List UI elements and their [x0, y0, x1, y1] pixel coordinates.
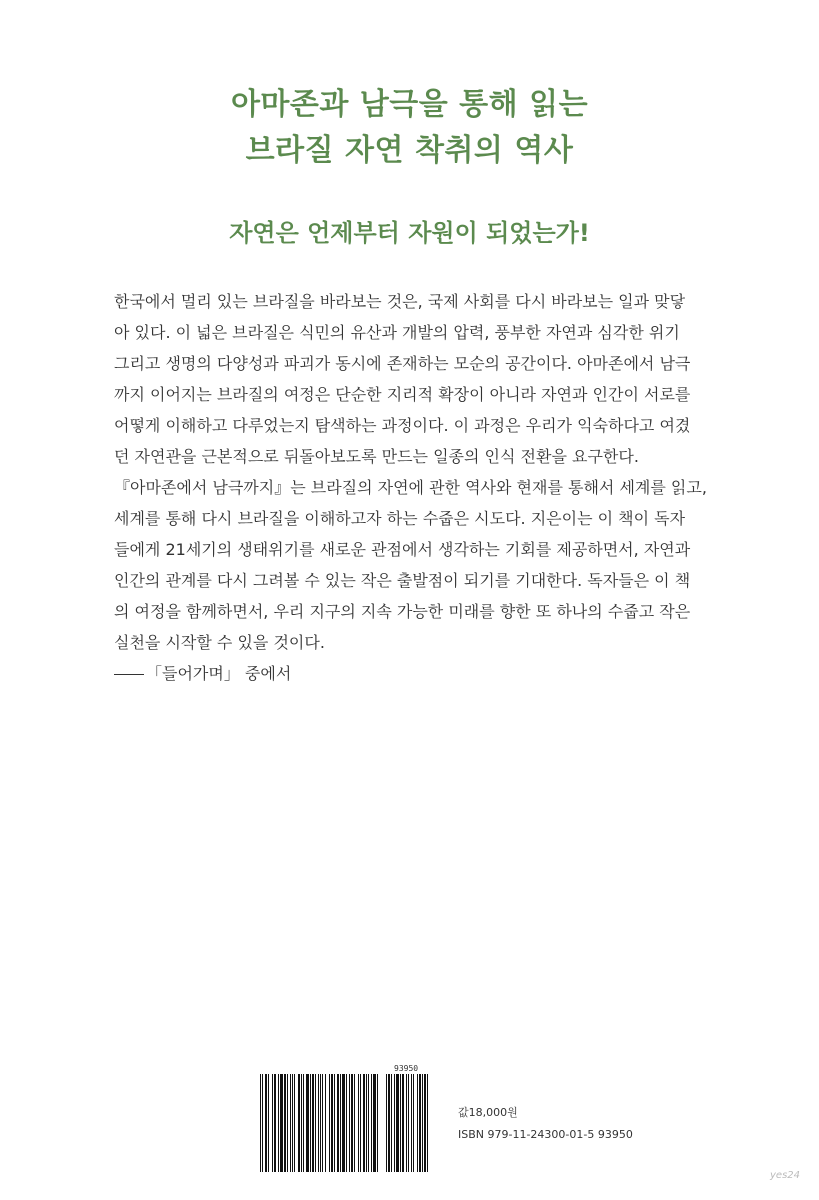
barcode-bar: [408, 1074, 409, 1172]
book-title: [0, 82, 819, 174]
barcode-bar: [366, 1074, 367, 1172]
barcode-bar: [358, 1074, 359, 1172]
barcode-bar: [310, 1074, 311, 1172]
blurb-text: [114, 286, 714, 689]
blurb-line: 『아마존에서 남극까지』는 브라질의 자연에 관한 역사와 현재를 통해서 세계를 읽고,: [114, 478, 707, 497]
barcode-bar: [284, 1074, 286, 1172]
barcode-bar: [298, 1074, 300, 1172]
book-subtitle: 자연은 언제부터 자원이 되었는가!: [229, 219, 590, 247]
barcode-bar: [371, 1074, 372, 1172]
barcode-bar: [312, 1074, 314, 1172]
barcode-bar: [424, 1074, 426, 1172]
barcode-bar: [318, 1074, 319, 1172]
barcode-addon-number: 93950: [394, 1064, 419, 1073]
blurb-line: 아 있다. 이 넓은 브라질은 식민의 유산과 개발의 압력, 풍부한 자연과 심각한 위기: [114, 323, 680, 342]
blurb-line: 인간의 관계를 다시 그려볼 수 있는 작은 출발점이 되기를 기대한다. 독자들은 이 책: [114, 571, 691, 590]
barcode-bar: [417, 1074, 418, 1172]
barcode-bar: [290, 1074, 291, 1172]
barcode-bar: [346, 1074, 347, 1172]
watermark-logo: yes24: [770, 1170, 801, 1181]
blurb-line: 들에게 21세기의 생태위기를 새로운 관점에서 생각하는 기회를 제공하면서, 자연과: [114, 540, 691, 559]
barcode-bar: [351, 1074, 353, 1172]
blurb-line: 의 여정을 함께하면서, 우리 지구의 지속 가능한 미래를 향한 또 하나의 수줍고 작은: [114, 602, 691, 621]
book-title-line-2: 브라질 자연 착취의 역사: [245, 133, 574, 168]
barcode-bar: [388, 1074, 390, 1172]
barcode-bar: [274, 1074, 276, 1172]
blurb-line: 던 자연관을 근본적으로 뒤돌아보도록 만드는 일종의 인식 전환을 요구한다.: [114, 447, 639, 466]
barcode-bar: [394, 1074, 395, 1172]
barcode-bar: [301, 1074, 302, 1172]
barcode-bar: [373, 1074, 376, 1172]
barcode-bar: [322, 1074, 323, 1172]
barcode-bar: [402, 1074, 404, 1172]
barcode-bar: [292, 1074, 293, 1172]
barcode-bar: [354, 1074, 355, 1172]
barcode-bar: [287, 1074, 288, 1172]
blurb-line: 한국에서 멀리 있는 브라질을 바라보는 것은, 국제 사회를 다시 바라보는 일과 맞닿: [114, 292, 686, 311]
barcode-bar: [363, 1074, 365, 1172]
barcode-bar: [419, 1074, 421, 1172]
barcode-bar: [391, 1074, 392, 1172]
book-title-line-1: 아마존과 남극을 통해 읽는: [230, 87, 589, 122]
barcode-bar: [411, 1074, 412, 1172]
barcode-bar: [342, 1074, 345, 1172]
barcode-bar: [280, 1074, 283, 1172]
barcode-bar: [337, 1074, 339, 1172]
barcode-bar: [265, 1074, 267, 1172]
barcode-bar: [334, 1074, 335, 1172]
blurb-line: 세계를 통해 다시 브라질을 이해하고자 하는 수줍은 시도다. 지은이는 이 책이 독자: [114, 509, 686, 528]
barcode-bar: [349, 1074, 350, 1172]
blurb-line: 그리고 생명의 다양성과 파괴가 동시에 존재하는 모순의 공간이다. 아마존에서 남극: [114, 354, 691, 373]
barcode-bar: [325, 1074, 326, 1172]
isbn-label: ISBN 979-11-24300-01-5 93950: [458, 1128, 633, 1141]
barcode-bar: [427, 1074, 428, 1172]
em-dash-rule: [114, 674, 144, 675]
barcode-bar: [294, 1074, 295, 1172]
barcode-bar: [396, 1074, 399, 1172]
barcode-bar: [406, 1074, 407, 1172]
barcode-bar: [268, 1074, 269, 1172]
barcode-main-bars: [260, 1074, 378, 1172]
barcode-bar: [320, 1074, 321, 1172]
barcode-bar: [413, 1074, 414, 1172]
barcode-bar: [306, 1074, 309, 1172]
barcode-bar: [368, 1074, 369, 1172]
barcode-bar: [331, 1074, 333, 1172]
price-label: 값18,000원: [458, 1106, 518, 1119]
blurb-line: 어떻게 이해하고 다루었는지 탐색하는 과정이다. 이 과정은 우리가 익숙하다고 여겼: [114, 416, 691, 435]
attribution: [114, 658, 714, 689]
barcode-bar: [272, 1074, 273, 1172]
barcode-bar: [315, 1074, 316, 1172]
blurb-line: 실천을 시작할 수 있을 것이다.: [114, 633, 325, 652]
blurb-line: 까지 이어지는 브라질의 여정은 단순한 지리적 확장이 아니라 자연과 인간이 서로를: [114, 385, 691, 404]
barcode-bar: [303, 1074, 304, 1172]
isbn-barcode: [258, 1062, 446, 1174]
attribution-text: 「들어가며」 중에서: [146, 664, 292, 683]
barcode-addon-bars: [386, 1074, 442, 1172]
barcode-bar: [377, 1074, 378, 1172]
barcode-bar: [386, 1074, 387, 1172]
barcode-bar: [400, 1074, 401, 1172]
barcode-bar: [329, 1074, 330, 1172]
barcode-bar: [278, 1074, 279, 1172]
barcode-bar: [260, 1074, 261, 1172]
barcode-bar: [360, 1074, 361, 1172]
barcode-bar: [262, 1074, 263, 1172]
barcode-bar: [422, 1074, 423, 1172]
barcode-bar: [340, 1074, 341, 1172]
